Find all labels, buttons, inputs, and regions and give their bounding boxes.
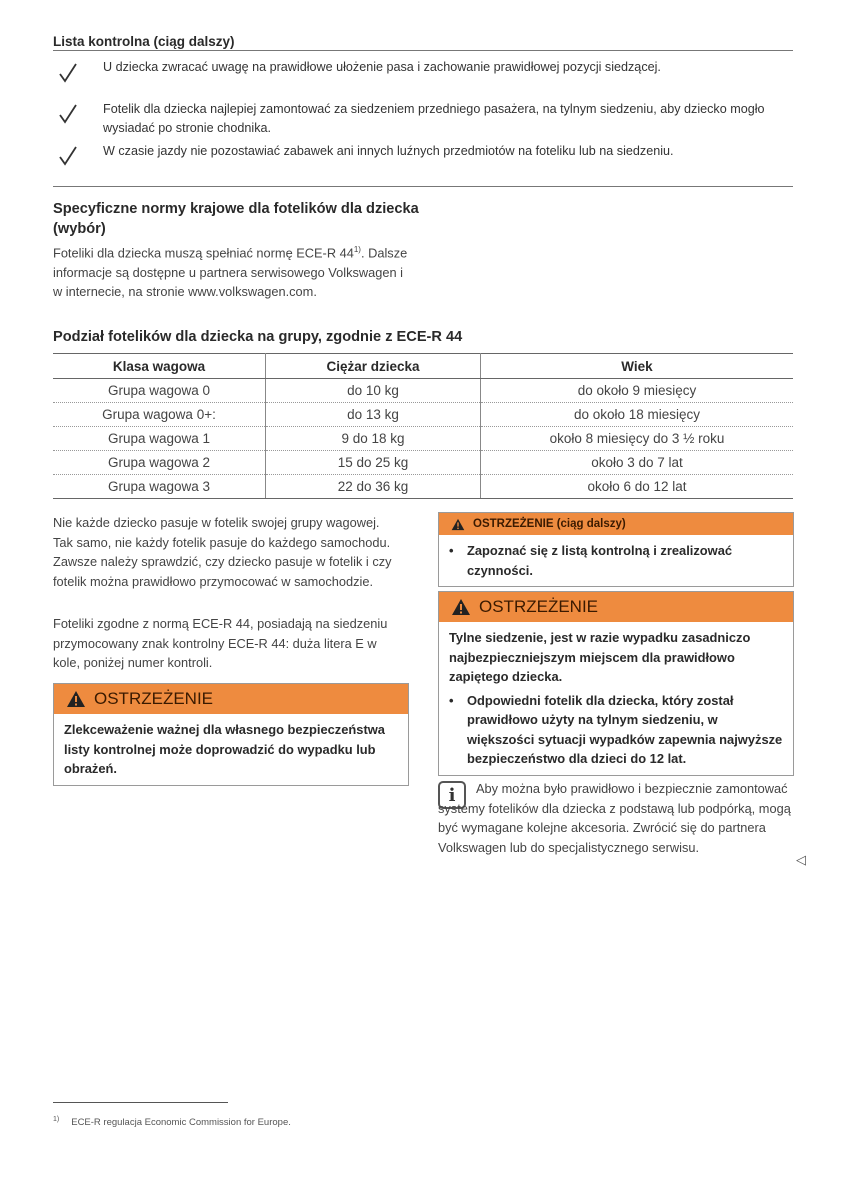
footnote-ref: 1) xyxy=(353,245,361,254)
checkmark-icon xyxy=(58,103,78,125)
col-header-child-weight: Ciężar dziecka xyxy=(266,354,481,379)
warning-box-continued xyxy=(438,512,794,587)
warning-body xyxy=(439,535,793,586)
approval-mark-paragraph: Foteliki zgodne z normą ECE-R 44, posiadają na siedzeniu przymocowany znak kontrolny ECE-R 44: duża litera E w kole, poniżej numer kontroli. xyxy=(53,616,388,670)
cell-age: do około 9 miesięcy xyxy=(481,379,794,403)
checklist-item: W czasie jazdy nie pozostawiać zabawek ani innych luźnych przedmiotów na foteliku lub na siedzeniu. xyxy=(103,144,674,158)
cell-child-weight: do 13 kg xyxy=(266,403,481,427)
col-header-age: Wiek xyxy=(481,354,794,379)
norms-heading: Specyficzne normy krajowe dla fotelików dla dziecka (wybór) xyxy=(53,201,419,237)
cell-weight-class: Grupa wagowa 2 xyxy=(53,451,266,475)
divider xyxy=(53,50,793,51)
cell-child-weight: 15 do 25 kg xyxy=(266,451,481,475)
info-icon: i xyxy=(438,781,466,809)
warning-bullet: • Zapoznać się z listą kontrolną i zrealizować czynności. xyxy=(449,543,733,578)
warning-body: Zlekceważenie ważnej dla własnego bezpieczeństwa listy kontrolnej może doprowadzić do wypadku lub obrażeń. xyxy=(64,722,385,776)
warning-box-checklist xyxy=(53,683,409,786)
table-header-row xyxy=(53,354,793,379)
warning-header xyxy=(439,592,793,622)
footnote-text: ECE-R regulacja Economic Commission for Europe. xyxy=(71,1117,291,1129)
footnote xyxy=(53,1116,291,1128)
cell-age: około 6 do 12 lat xyxy=(481,475,794,499)
warning-triangle-icon xyxy=(451,598,471,616)
checkmark-icon xyxy=(58,62,78,84)
table-row xyxy=(53,379,793,403)
checklist-item: U dziecka zwracać uwagę na prawidłowe ułożenie pasa i zachowanie prawidłowej pozycji siedzącej. xyxy=(103,60,661,74)
cell-child-weight: 22 do 36 kg xyxy=(266,475,481,499)
table-row xyxy=(53,403,793,427)
warning-box-rear-seat xyxy=(438,591,794,776)
warning-triangle-icon xyxy=(66,690,86,708)
norms-text-after: . Dalsze informacje są dostępne u partnera serwisowego Volkswagen i w internecie, na stronie www.volkswagen.com. xyxy=(53,245,408,300)
warning-header xyxy=(439,513,793,535)
checklist-title: Lista kontrolna (ciąg dalszy) xyxy=(53,34,235,49)
checkmark-icon xyxy=(58,145,78,167)
table-row xyxy=(53,475,793,499)
norms-text xyxy=(53,240,408,302)
warning-bullet: • Odpowiedni fotelik dla dziecka, który został prawidłowo użyty na tylnym siedzeniu, w większości sytuacji wypadków zapewnia najwyższe bezpieczeństwo dla dzieci do 12 lat. xyxy=(449,692,783,766)
table-heading: Podział fotelików dla dziecka na grupy, zgodnie z ECE-R 44 xyxy=(53,329,463,345)
checklist-item: Fotelik dla dziecka najlepiej zamontować za siedzeniem przedniego pasażera, na tylnym siedzeniu, aby dziecko mogło wysiadać po stronie chodnika. xyxy=(103,102,765,135)
info-note-text: Aby można było prawidłowo i bezpiecznie zamontować systemy fotelików dla dziecka z podstawą lub podpórką, mogą być wymagane kolejne akcesoria. Zwrócić się do partnera Volkswagen lub do specjalistycznego serwisu. xyxy=(438,781,791,855)
cell-weight-class: Grupa wagowa 0 xyxy=(53,379,266,403)
divider xyxy=(53,186,793,187)
footnote-divider xyxy=(53,1102,228,1103)
cell-age: do około 18 miesięcy xyxy=(481,403,794,427)
footnote-mark: 1) xyxy=(53,1116,60,1123)
cell-weight-class: Grupa wagowa 3 xyxy=(53,475,266,499)
warning-header xyxy=(54,684,408,714)
cell-weight-class: Grupa wagowa 0+: xyxy=(53,403,266,427)
warning-triangle-icon xyxy=(451,518,465,531)
weight-groups-table xyxy=(53,353,793,499)
warning-title: OSTRZEŻENIE (ciąg dalszy) xyxy=(473,518,626,530)
warning-title: OSTRZEŻENIE xyxy=(94,689,214,708)
warning-body xyxy=(439,622,793,775)
cell-weight-class: Grupa wagowa 1 xyxy=(53,427,266,451)
cell-child-weight: do 10 kg xyxy=(266,379,481,403)
cell-age: około 3 do 7 lat xyxy=(481,451,794,475)
compatibility-paragraph: Nie każde dziecko pasuje w fotelik swojej grupy wagowej. Tak samo, nie każdy fotelik pasuje do każdego samochodu. Zawsze należy sprawdzić, czy dziecko pasuje w fotelik i czy fotelik można prawidłowo przymocować w samochodzie. xyxy=(53,515,392,589)
warning-title: OSTRZEŻENIE xyxy=(479,597,599,616)
table-row xyxy=(53,451,793,475)
section-end-marker-icon: ◁ xyxy=(796,852,806,867)
cell-child-weight: 9 do 18 kg xyxy=(266,427,481,451)
warning-intro: Tylne siedzenie, jest w razie wypadku zasadniczo najbezpieczniejszym miejscem dla prawidłowo zapiętego dziecka. xyxy=(449,630,751,684)
col-header-weight-class: Klasa wagowa xyxy=(53,354,266,379)
cell-age: około 8 miesięcy do 3 ½ roku xyxy=(481,427,794,451)
table-row xyxy=(53,427,793,451)
norms-text-before: Foteliki dla dziecka muszą spełniać normę ECE-R 44 xyxy=(53,245,354,261)
